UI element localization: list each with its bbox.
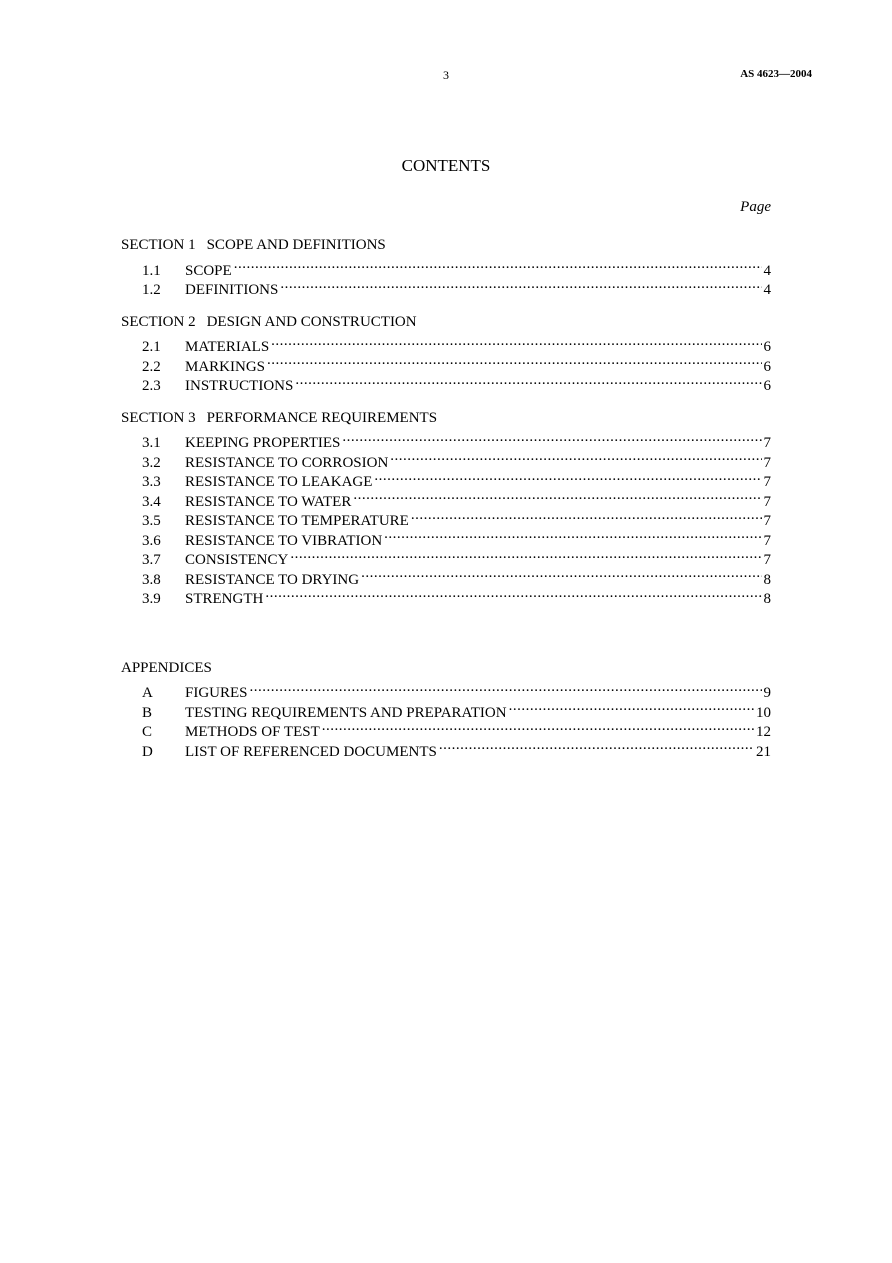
entry-number: C xyxy=(142,724,153,740)
section-heading[interactable] xyxy=(121,408,771,428)
toc-entry[interactable] xyxy=(121,332,771,355)
dot-leader xyxy=(372,467,761,487)
page-column-label: Page xyxy=(740,199,771,215)
section-heading[interactable] xyxy=(121,312,771,332)
dot-leader xyxy=(359,564,761,584)
dot-leader xyxy=(507,697,754,717)
dot-leader xyxy=(265,351,761,371)
entry-title: RESISTANCE TO CORROSION xyxy=(185,454,389,471)
dot-leader xyxy=(437,736,754,756)
entry-page: 4 xyxy=(763,262,771,279)
entry-page: 7 xyxy=(763,454,771,471)
entry-number: 3.5 xyxy=(142,513,161,529)
entry-page: 21 xyxy=(756,743,771,760)
entry-title: CONSISTENCY xyxy=(185,552,289,568)
page-number: 3 xyxy=(443,68,449,82)
entry-number: D xyxy=(142,743,153,760)
entry-title: TESTING REQUIREMENTS AND PREPARATION xyxy=(185,704,507,721)
appendices-heading[interactable]: APPENDICES xyxy=(121,659,212,676)
entry-number: 3.9 xyxy=(142,591,161,607)
spacer xyxy=(121,640,771,658)
dot-leader xyxy=(409,506,762,526)
entry-title: MARKINGS xyxy=(185,358,266,375)
entry-number: 3.4 xyxy=(142,493,161,510)
entry-page: 10 xyxy=(756,704,771,721)
dot-leader xyxy=(263,584,761,604)
toc-appendices xyxy=(121,658,771,760)
entry-number: 3.2 xyxy=(142,454,161,471)
entry-number: 3.8 xyxy=(142,571,161,588)
dot-leader xyxy=(278,275,761,295)
section-label: SECTION 2 xyxy=(121,313,196,330)
entry-number: 3.7 xyxy=(142,552,161,568)
entry-title: DEFINITIONS xyxy=(185,282,279,298)
dot-leader xyxy=(288,545,761,565)
entry-page: 7 xyxy=(763,493,771,510)
entry-number: 1.1 xyxy=(142,262,161,279)
dot-leader xyxy=(232,255,762,275)
entry-page: 7 xyxy=(763,474,771,490)
section-title: PERFORMANCE REQUIREMENTS xyxy=(206,409,438,426)
entry-page: 7 xyxy=(763,435,771,451)
entry-title: KEEPING PROPERTIES xyxy=(185,435,341,451)
entry-title: RESISTANCE TO VIBRATION xyxy=(185,532,383,549)
entry-title: RESISTANCE TO DRYING xyxy=(185,571,360,588)
entry-page: 6 xyxy=(763,339,771,355)
toc-section-1 xyxy=(121,235,771,298)
dot-leader xyxy=(248,678,762,698)
entry-page: 12 xyxy=(756,724,771,740)
table-of-contents xyxy=(121,235,771,760)
entry-page: 4 xyxy=(763,282,771,298)
entry-title: MATERIALS xyxy=(185,339,270,355)
entry-page: 7 xyxy=(763,552,771,568)
entry-number: 3.3 xyxy=(142,474,161,490)
dot-leader xyxy=(351,486,761,506)
entry-page: 6 xyxy=(763,358,771,375)
dot-leader xyxy=(340,428,761,448)
entry-number: 3.6 xyxy=(142,532,161,549)
entry-page: 6 xyxy=(763,378,771,394)
entry-title: LIST OF REFERENCED DOCUMENTS xyxy=(185,743,437,760)
toc-entry[interactable] xyxy=(121,678,771,701)
dot-leader xyxy=(388,447,761,467)
section-label: SECTION 1 xyxy=(121,237,196,253)
entry-title: METHODS OF TEST xyxy=(185,724,320,740)
entry-number: A xyxy=(142,685,153,701)
entry-title: FIGURES xyxy=(185,685,248,701)
section-heading[interactable] xyxy=(121,235,771,255)
entry-number: 2.2 xyxy=(142,358,161,375)
entry-title: RESISTANCE TO LEAKAGE xyxy=(185,474,373,490)
dot-leader xyxy=(293,371,761,391)
toc-section-3 xyxy=(121,408,771,607)
entry-title: STRENGTH xyxy=(185,591,264,607)
toc-entry[interactable] xyxy=(121,428,771,451)
entry-page: 7 xyxy=(763,532,771,549)
toc-entry[interactable] xyxy=(121,255,771,279)
section-title: DESIGN AND CONSTRUCTION xyxy=(206,313,417,330)
entry-number: 2.3 xyxy=(142,378,161,394)
contents-title: CONTENTS xyxy=(401,156,491,175)
toc-section-2 xyxy=(121,312,771,394)
section-label: SECTION 3 xyxy=(121,409,196,426)
entry-number: B xyxy=(142,704,153,721)
dot-leader xyxy=(320,717,754,737)
entry-number: 2.1 xyxy=(142,339,161,355)
dot-leader xyxy=(269,332,761,352)
entry-title: SCOPE xyxy=(185,262,232,279)
standard-code: AS 4623—2004 xyxy=(740,68,812,80)
entry-title: RESISTANCE TO WATER xyxy=(185,493,352,510)
section-title: SCOPE AND DEFINITIONS xyxy=(206,237,386,253)
entry-page: 7 xyxy=(763,513,771,529)
entry-page: 9 xyxy=(763,685,771,701)
entry-page: 8 xyxy=(763,591,771,607)
entry-number: 1.2 xyxy=(142,282,161,298)
entry-number: 3.1 xyxy=(142,435,161,451)
dot-leader xyxy=(382,525,761,545)
entry-title: RESISTANCE TO TEMPERATURE xyxy=(185,513,409,529)
entry-page: 8 xyxy=(763,571,771,588)
entry-title: INSTRUCTIONS xyxy=(185,378,294,394)
